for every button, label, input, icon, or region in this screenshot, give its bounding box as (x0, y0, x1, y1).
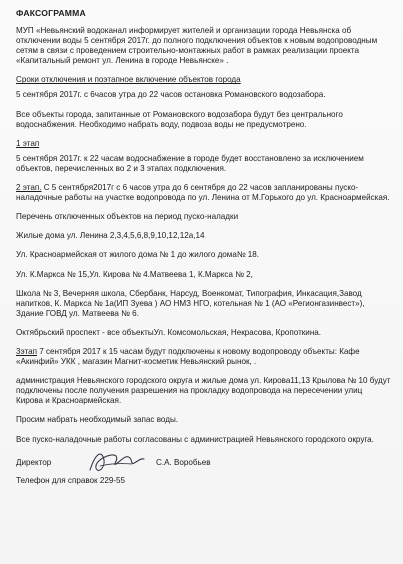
phone-line: Телефон для справок 229-55 (16, 475, 126, 485)
stage2-paragraph (16, 183, 391, 203)
objects-list-heading: Перечень отключенных объектов на период пуско-наладки (16, 212, 239, 222)
stage1-heading: 1 этап (16, 138, 40, 148)
schedule-heading: Сроки отключения и поэтапное включение объектов города (16, 75, 241, 85)
stage3-text: 7 сентября 2017 к 15 часам будут подключены к новому водопроводу объекты: Кафе «Акинфий» УКК , магазин Магнит-косметик Невьянский рынок, . (16, 346, 360, 367)
stage2-label: 2 этап. (16, 183, 42, 193)
request-paragraph: Просим набрать необходимый запас воды. (16, 415, 179, 425)
stage3-label: 3этап (16, 346, 37, 356)
agreed-paragraph: Все пуско-наладочные работы согласованы с администрацией Невьянского городского округа. (16, 434, 374, 444)
document-title: ФАКСОГРАММА (16, 8, 86, 18)
marksa-kirova-objects: Ул. К.Маркса № 15,Ул. Кирова № 4.Матвеева 1, К.Маркса № 2, (16, 269, 253, 279)
krasnoarmeyskaya-houses: Ул. Красноармейская от жилого дома № 1 до жилого дома№ 18. (16, 250, 260, 260)
organizations-list: Школа № 3, Вечерняя школа, Сбербанк, Нарсуд, Военкомат, Типография, Инкасация,Завод напитков, К. Маркса № 1а(ИП Зуева ) АО НМЗ НГО, котельная № 1 (АО «Регионгазинвест»), Здание ГОВД ул. Матвеева № 6. (16, 288, 365, 318)
stage2-text: С 5 сентября2017г с 6 часов утра до 6 сентября до 22 часов запланированы пуско-наладочные работы на участке водопровода по ул. Ленина от М.Горького до ул. Красноармейская. (16, 183, 390, 203)
no-supply-paragraph: Все объекты города, запитанные от Романовского водозабора будут без центрального водоснабжения. Необходимо набрать воду, подвоза воды не предусмотрено. (16, 109, 343, 129)
signer-name: С.А. Воробьев (156, 457, 211, 467)
signer-title: Директор (16, 457, 52, 467)
stage3-paragraph (16, 347, 391, 367)
intro-paragraph: МУП «Невьянский водоканал информирует жителей и организации города Невьянска об отключении воды 5 сентября 2017г. до полного подключения объектов к новым водопроводным сетям в связи с проведением строительно-монтажных работ в рамках реализации проекта «Капитальный ремонт ул. Ленина в городе Невьянске» . (16, 26, 378, 66)
shutdown-time-paragraph: 5 сентября 2017г. с 6часов утра до 22 часов остановка Романовского водозабора. (16, 90, 326, 100)
handwritten-signature (86, 446, 146, 478)
administration-paragraph: администрация Невьянского городского округа и жилые дома ул. Кирова11,13 Крылова № 10 будут подключены после получения разрешения на прокладку водопровода на пересечении улиц Кирова и Красноармейская. (16, 376, 391, 406)
signature-row (16, 454, 391, 476)
lenina-houses: Жилые дома ул. Ленина 2,3,4,5,6,8,9,10,12,12а,14 (16, 231, 205, 241)
stage1-paragraph: 5 сентября 2017г. к 22 часам водоснабжение в городе будет восстановлено за исключением объектов, перечисленных во 2 и 3 этапах подключения. (16, 153, 364, 173)
october-prospect-objects: Октябрьский проспект - все объектыУл. Комсомольская, Некрасова, Кропоткина. (16, 327, 322, 337)
